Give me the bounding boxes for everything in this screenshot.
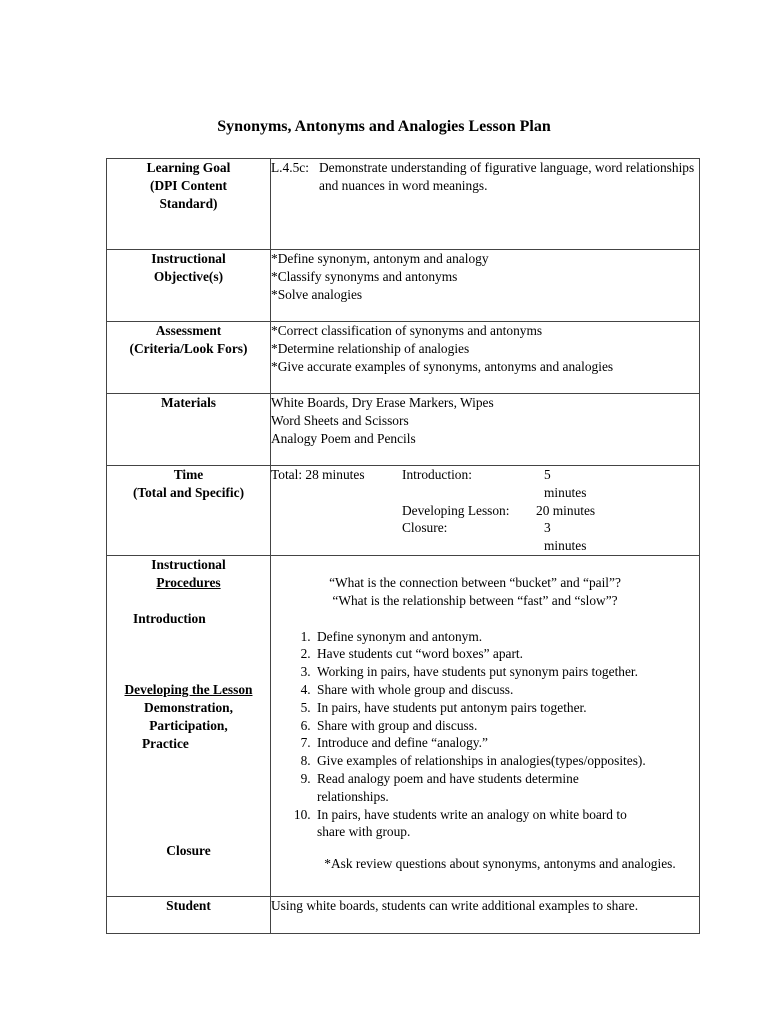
- introduction-label: Introduction: [133, 610, 206, 626]
- objectives-row: [107, 250, 700, 322]
- label-line: (DPI Content: [150, 177, 227, 193]
- procedure-step: 3. Working in pairs, have students put synonym pairs together.: [314, 663, 699, 681]
- materials-content: [271, 394, 700, 466]
- time-row: [107, 466, 700, 556]
- developing-sub-label: Practice: [142, 735, 189, 751]
- label-line: (Total and Specific): [132, 484, 245, 500]
- page-title: Synonyms, Antonyms and Analogies Lesson Plan: [217, 118, 551, 135]
- time-segment-name: Closure:: [402, 520, 448, 536]
- time-label: [107, 466, 271, 556]
- developing-sub-label: Participation,: [149, 717, 228, 733]
- procedure-step: 6. Share with group and discuss.: [314, 717, 699, 735]
- procedures-content: [271, 555, 700, 896]
- label-line: (Criteria/Look Fors): [129, 340, 248, 356]
- guiding-question: “What is the relationship between “fast” and “slow”?: [332, 592, 618, 608]
- learning-goal-label: [107, 159, 271, 250]
- learning-goal-row: [107, 159, 700, 250]
- guiding-questions: [271, 556, 699, 610]
- assessment-content: [271, 322, 700, 394]
- closure-label: Closure: [166, 842, 211, 858]
- procedure-step: 7. Introduce and define “analogy.”: [314, 734, 699, 752]
- materials-label: [107, 394, 271, 466]
- student-label: [107, 896, 271, 933]
- procedures-label: [107, 555, 271, 896]
- assessment-item: *Determine relationship of analogies: [271, 340, 470, 356]
- student-content: [271, 896, 700, 933]
- developing-lesson-label: Developing the Lesson: [124, 682, 253, 698]
- time-content: [271, 466, 700, 556]
- assessment-label: [107, 322, 271, 394]
- time-segment-duration: 5 minutes: [544, 467, 587, 500]
- materials-row: [107, 394, 700, 466]
- assessment-row: [107, 322, 700, 394]
- procedure-step: 10. In pairs, have students write an analogy on white board to share with group.: [314, 806, 699, 842]
- time-total: Total: 28 minutes: [271, 467, 365, 482]
- objective-item: *Solve analogies: [271, 286, 363, 302]
- objective-item: *Define synonym, antonym and analogy: [271, 251, 489, 266]
- procedure-step: 8. Give examples of relationships in analogies(types/opposites).: [314, 752, 699, 770]
- learning-goal-content: [271, 159, 700, 250]
- material-item: Word Sheets and Scissors: [271, 412, 409, 428]
- procedure-step: 9. Read analogy poem and have students determine relationships.: [314, 770, 699, 806]
- label-line: Objective(s): [153, 268, 224, 284]
- label-line: Learning Goal: [146, 160, 231, 175]
- assessment-item: *Give accurate examples of synonyms, antonyms and analogies: [271, 358, 614, 374]
- material-item: White Boards, Dry Erase Markers, Wipes: [271, 395, 494, 410]
- label-line: Procedures: [156, 574, 221, 590]
- procedure-step: 2. Have students cut “word boxes” apart.: [314, 645, 699, 663]
- procedure-steps: [271, 628, 699, 842]
- objective-item: *Classify synonyms and antonyms: [271, 268, 458, 284]
- procedure-step: 4. Share with whole group and discuss.: [314, 681, 699, 699]
- time-segment-duration: 20 minutes: [536, 502, 596, 518]
- standard-text: Demonstrate understanding of figurative language, word relationships and nuances in word meanings.: [319, 160, 695, 193]
- label-line: Instructional: [151, 251, 226, 266]
- label-line: Materials: [160, 395, 217, 410]
- procedure-step: 1. Define synonym and antonym.: [314, 628, 699, 646]
- time-segment-name: Introduction:: [402, 467, 472, 482]
- student-text: Using white boards, students can write additional examples to share.: [271, 897, 639, 913]
- closure-text: *Ask review questions about synonyms, antonyms and analogies.: [324, 856, 676, 872]
- developing-sub-label: Demonstration,: [144, 700, 233, 716]
- standard-code: L.4.5c:: [271, 160, 309, 175]
- label-line: Assessment: [155, 323, 222, 338]
- guiding-question: “What is the connection between “bucket” and “pail”?: [329, 574, 621, 590]
- procedure-step: 5. In pairs, have students put antonym pairs together.: [314, 699, 699, 717]
- label-line: Instructional: [151, 556, 226, 572]
- label-line: Time: [173, 467, 204, 482]
- label-line: Standard): [159, 195, 218, 211]
- procedures-row: [107, 555, 700, 896]
- time-segment-duration: 3 minutes: [544, 520, 587, 554]
- label-line: Student: [166, 897, 211, 913]
- objectives-content: [271, 250, 700, 322]
- material-item: Analogy Poem and Pencils: [271, 430, 416, 446]
- time-segment-name: Developing Lesson:: [402, 502, 510, 518]
- student-row: [107, 896, 700, 933]
- assessment-item: *Correct classification of synonyms and antonyms: [271, 323, 543, 338]
- lesson-plan-table: [106, 158, 700, 934]
- objectives-label: [107, 250, 271, 322]
